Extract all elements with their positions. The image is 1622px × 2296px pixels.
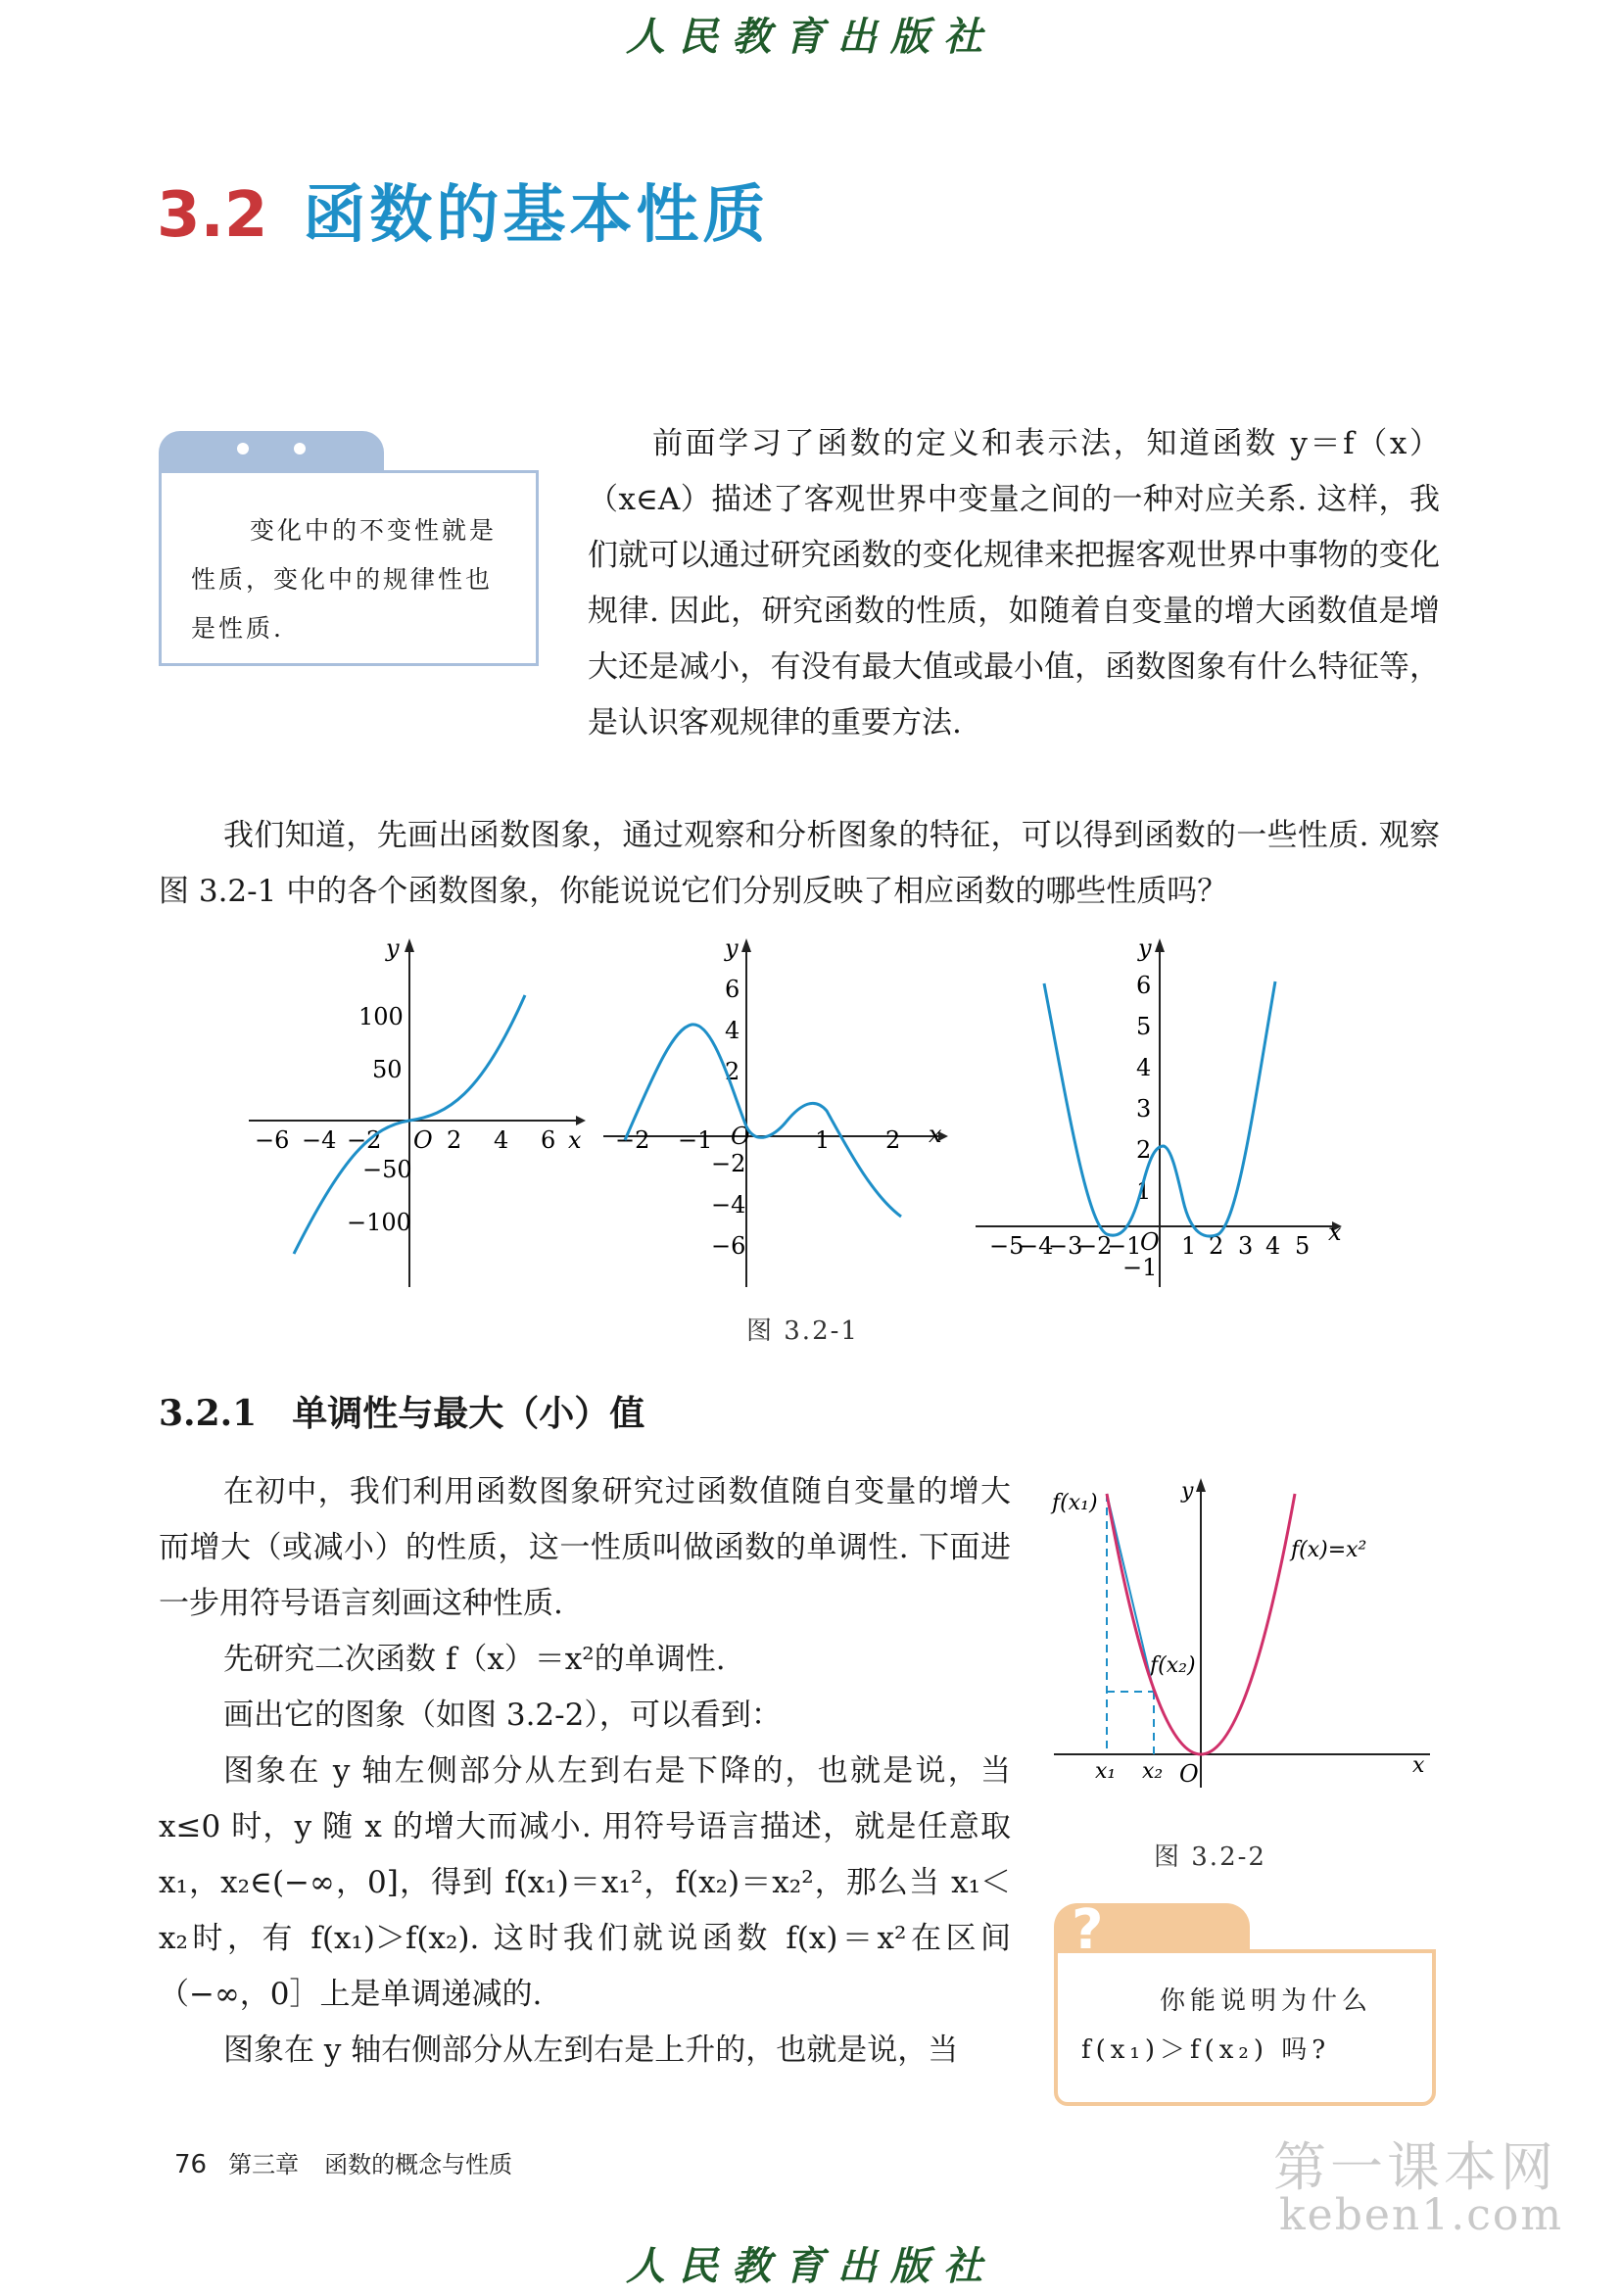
- graph-3-xtick: −3: [1048, 1232, 1083, 1260]
- subsection-name: 单调性与最大（小）值: [292, 1394, 645, 1434]
- graph-3-xtick: 5: [1295, 1232, 1311, 1260]
- graph-1-x-label: x: [568, 1126, 582, 1154]
- graph-2: [603, 934, 948, 1287]
- question-box: [1054, 1949, 1436, 2106]
- section-title: [157, 165, 769, 255]
- graph-3-xtick: −1: [1107, 1232, 1142, 1260]
- graph-1-y-label: y: [386, 934, 400, 962]
- subsection-title: [159, 1386, 644, 1436]
- graph-3-y-label: y: [1138, 934, 1152, 962]
- publisher-header: 人民教育出版社: [626, 14, 996, 60]
- graph-3-ytick: 2: [1136, 1136, 1152, 1164]
- subsection-number: 3.2.1: [159, 1393, 258, 1434]
- graph-1-ytick: 100: [358, 1003, 404, 1030]
- fig2-y-label: y: [1181, 1479, 1194, 1504]
- graph-2-xtick: −1: [678, 1126, 713, 1154]
- fig2-x2-label: x₂: [1142, 1759, 1164, 1784]
- graph-2-xtick: 2: [885, 1126, 901, 1154]
- graph-3-ytick: 1: [1136, 1177, 1152, 1205]
- graph-2-ytick: 2: [725, 1058, 740, 1085]
- figure-1-caption: 图 3.2-1: [746, 1316, 859, 1346]
- graph-2-x-label: x: [929, 1121, 942, 1148]
- side-note-text: 变化中的不变性就是性质，变化中的规律性也是性质.: [191, 516, 498, 643]
- side-note-tab: [159, 431, 384, 472]
- graph-1-xtick: 4: [494, 1126, 509, 1154]
- graph-1-xtick: 6: [541, 1126, 556, 1154]
- graph-2-xtick: 1: [815, 1126, 831, 1154]
- graph-1: [249, 934, 586, 1287]
- graph-3-xtick: 2: [1209, 1232, 1224, 1260]
- graph-1-xtick: 2: [447, 1126, 462, 1154]
- graph-2-ytick: −2: [711, 1150, 746, 1177]
- chapter-title: 函数的概念与性质: [324, 2151, 513, 2178]
- figure-3-2-2: [1048, 1474, 1450, 1807]
- section-name: 函数的基本性质: [303, 179, 770, 252]
- fig2-fx1-label: f(x₁): [1052, 1491, 1098, 1515]
- graph-2-ytick: 6: [725, 976, 740, 1003]
- question-mark-icon: ?: [1072, 1898, 1104, 1962]
- watermark-url: keben1.com: [1279, 2190, 1564, 2240]
- figure-2-caption: 图 3.2-2: [1154, 1842, 1266, 1872]
- graph-2-ytick: −6: [711, 1232, 746, 1260]
- body-p1: 在初中，我们利用函数图象研究过函数值随自变量的增大而增大（或减小）的性质，这一性质叫做函数的单调性. 下面进一步用符号语言刻画这种性质.: [159, 1474, 1011, 1621]
- body-p2: 先研究二次函数 f（x）＝x²的单调性.: [223, 1642, 726, 1677]
- page-number: 76: [174, 2150, 208, 2179]
- graph-3-xtick: 4: [1265, 1232, 1281, 1260]
- graph-2-y-label: y: [725, 934, 739, 962]
- graph-2-ytick: −4: [711, 1191, 746, 1219]
- graph-2-xtick: −2: [615, 1126, 650, 1154]
- fig2-origin: O: [1179, 1760, 1199, 1788]
- graph-3-ytick: −1: [1122, 1254, 1158, 1281]
- graph-3-x-label: x: [1328, 1219, 1342, 1246]
- intro-paragraph: 前面学习了函数的定义和表示法，知道函数 y＝f（x）（x∈A）描述了客观世界中变量之间的一种对应关系. 这样，我们就可以通过研究函数的变化规律来把握客观世界中事物的变化规律. 因此，研究函数的性质，如随着自变量的增大函数值是增大还是减小，有没有最大值或最小值，函数图象有什么特征等，是认识客观规律的重要方法.: [588, 426, 1440, 741]
- question-text: 你能说明为什么 f(x₁)＞f(x₂) 吗?: [1081, 1986, 1373, 2065]
- graph-3-xtick: −2: [1077, 1232, 1113, 1260]
- graph-1-xtick: −4: [302, 1126, 337, 1154]
- fig2-curve-label: f(x)=x²: [1291, 1538, 1367, 1562]
- fig2-fx2-label: f(x₂): [1150, 1653, 1196, 1678]
- graph-2-origin: O: [731, 1123, 750, 1150]
- section-number: 3.2: [157, 179, 268, 252]
- graph-3-xtick: 1: [1181, 1232, 1197, 1260]
- graph-3-ytick: 4: [1136, 1054, 1152, 1081]
- graph-3-xtick: 3: [1238, 1232, 1254, 1260]
- side-note: [159, 470, 539, 666]
- footer: [174, 2145, 512, 2179]
- body-p4: 图象在 y 轴左侧部分从左到右是下降的，也就是说，当 x≤0 时，y 随 x 的增大而减小. 用符号语言描述，就是任意取 x₁，x₂∈(−∞，0]，得到 f(x₁)＝x₁²，f(x₂)＝x₂²，那么当 x₁＜x₂时，有 f(x₁)＞f(x₂). 这时我们就说函数 f(x)＝x²在区间（−∞，0］上是单调递减的.: [159, 1753, 1011, 2012]
- graph-3-ytick: 3: [1136, 1095, 1152, 1123]
- graph-3-xtick: −4: [1019, 1232, 1054, 1260]
- graph-1-ytick: −100: [347, 1209, 411, 1236]
- figure-3-2-1: [235, 931, 1410, 1293]
- chapter-number: 第三章: [228, 2151, 300, 2178]
- fig2-x-label: x: [1412, 1753, 1425, 1778]
- graph-1-xtick: −6: [255, 1126, 290, 1154]
- body-text: [159, 1464, 1011, 2079]
- graph-2-ytick: 4: [725, 1017, 740, 1044]
- graph-3-ytick: 5: [1136, 1013, 1152, 1040]
- body-p5: 图象在 y 轴右侧部分从左到右是上升的，也就是说，当: [223, 2033, 959, 2068]
- publisher-footer: 人民教育出版社: [626, 2243, 996, 2289]
- paragraph-2: 我们知道，先画出函数图象，通过观察和分析图象的特征，可以得到函数的一些性质. 观察图 3.2-1 中的各个函数图象，你能说说它们分别反映了相应函数的哪些性质吗？: [159, 818, 1440, 909]
- graph-1-xtick: −2: [347, 1126, 382, 1154]
- graph-1-origin: O: [413, 1126, 433, 1154]
- body-p3: 画出它的图象（如图 3.2-2），可以看到：: [223, 1698, 782, 1733]
- graph-3-xtick: −5: [989, 1232, 1025, 1260]
- graph-2-curve: [625, 1025, 901, 1217]
- graph-3: [976, 934, 1342, 1287]
- fig2-x1-label: x₁: [1095, 1759, 1117, 1784]
- watermark-title: 第一课本网: [1273, 2136, 1557, 2198]
- graph-1-ytick: 50: [372, 1056, 403, 1083]
- graph-1-ytick: −50: [362, 1156, 412, 1183]
- graph-3-ytick: 6: [1136, 972, 1152, 999]
- graph-3-origin: O: [1140, 1228, 1160, 1256]
